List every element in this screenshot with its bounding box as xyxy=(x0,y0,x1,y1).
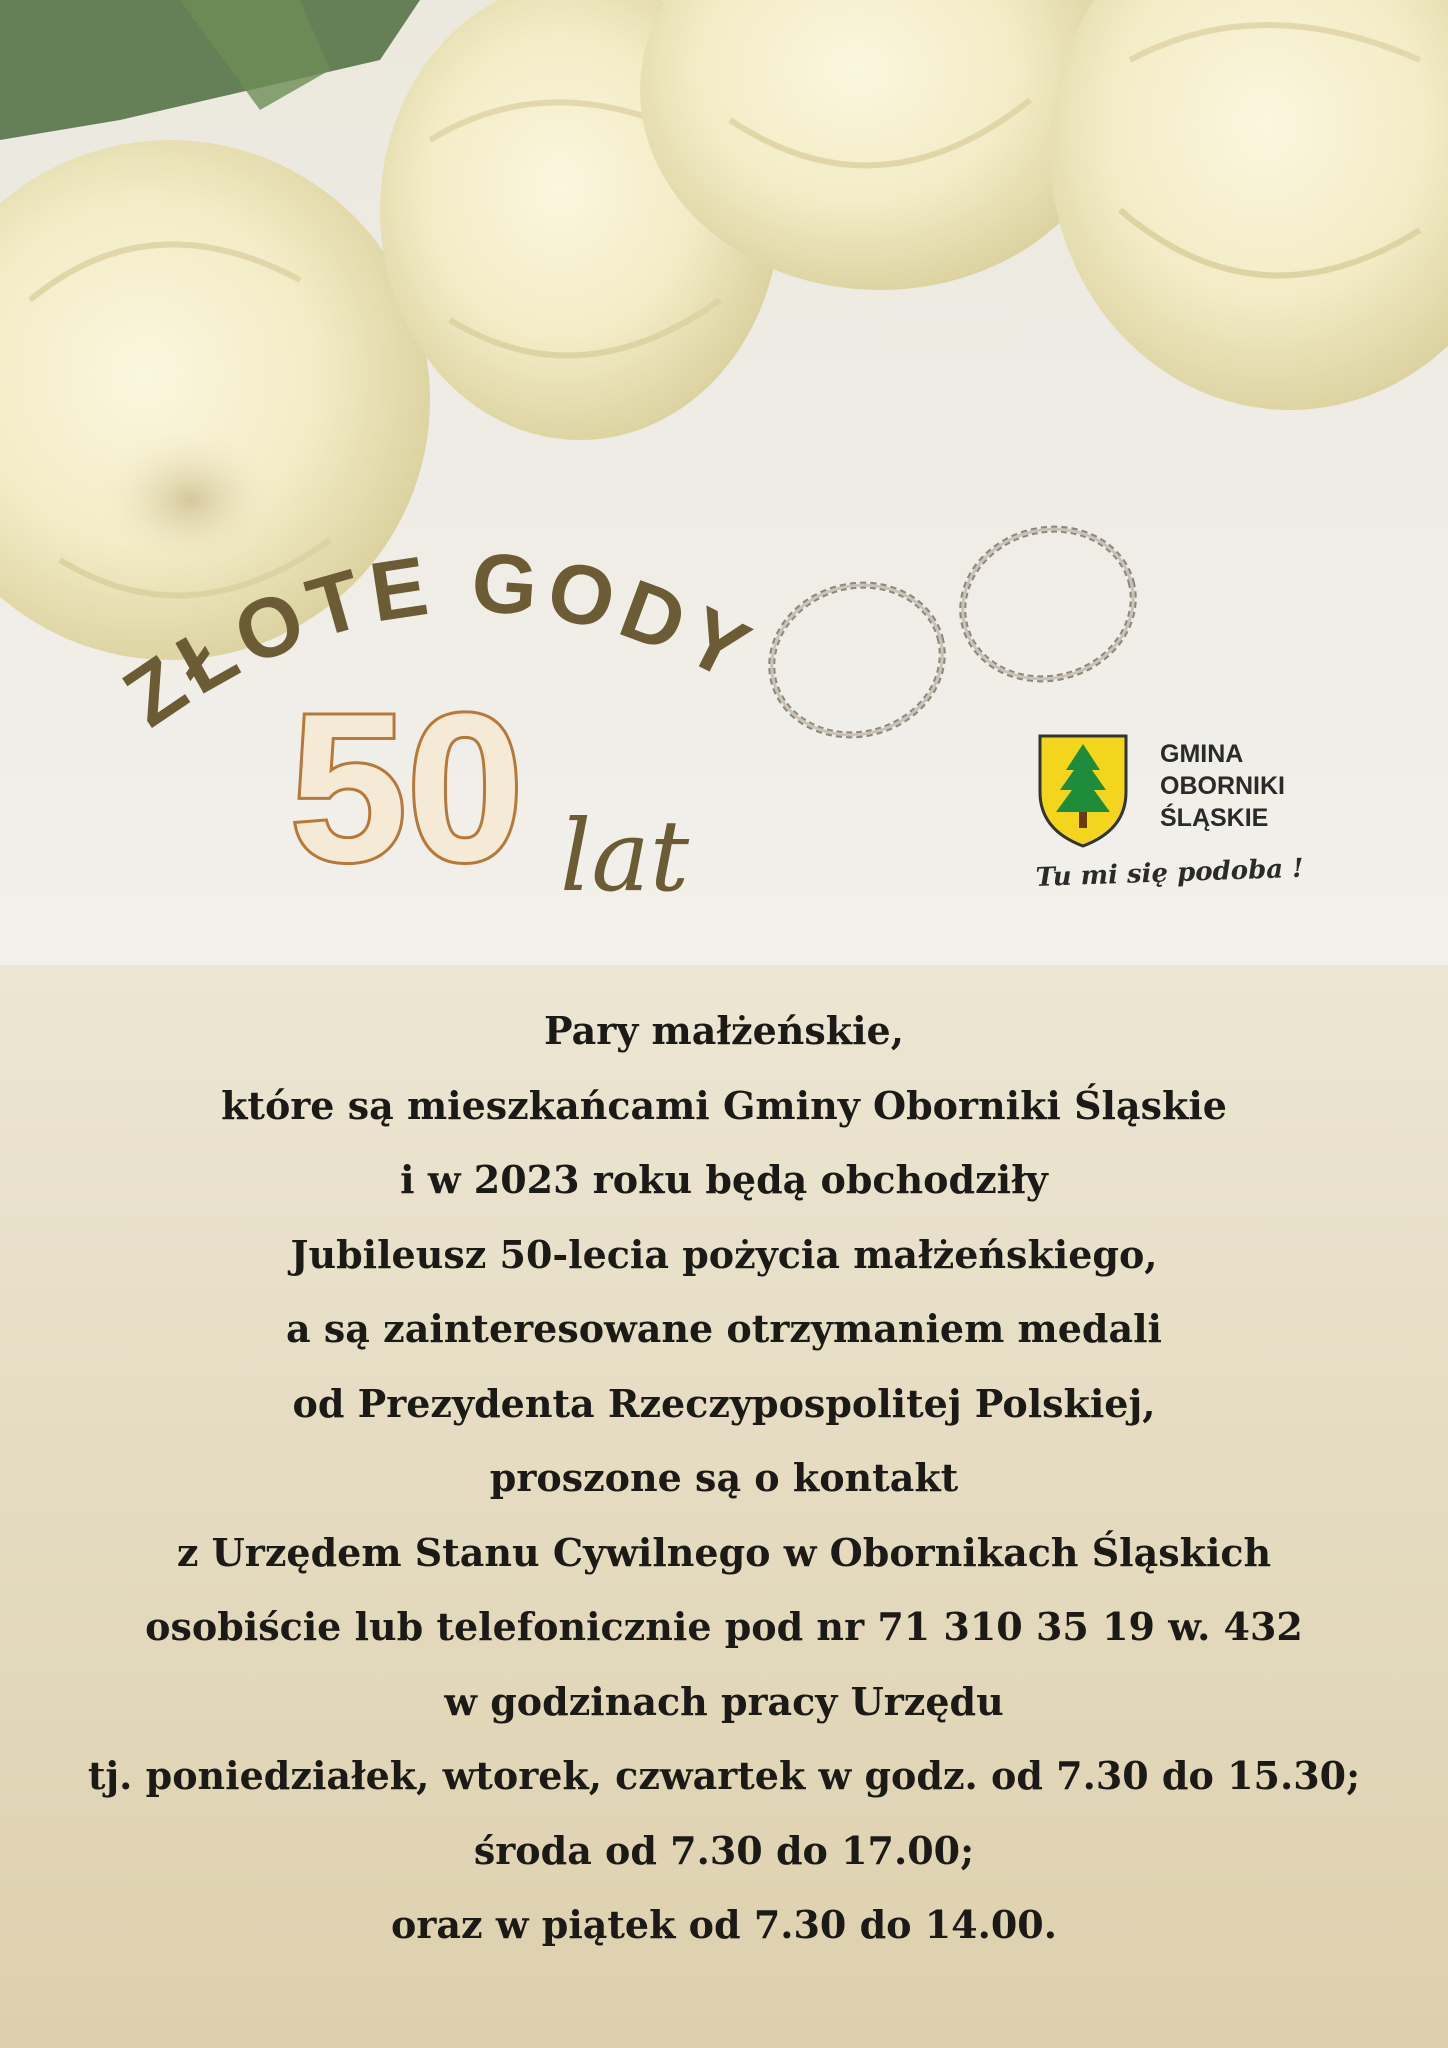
body-line: Jubileusz 50-lecia pożycia małżeńskiego, xyxy=(290,1231,1158,1277)
body-line: proszone są o kontakt xyxy=(489,1455,959,1500)
body-line: a są zainteresowane otrzymaniem medali xyxy=(286,1306,1162,1351)
coat-of-arms-icon xyxy=(1040,736,1126,846)
logo-line-3: ŚLĄSKIE xyxy=(1160,804,1269,832)
body-line-hours: środa od 7.30 do 17.00; xyxy=(473,1827,975,1873)
logo-line-1: GMINA xyxy=(1160,740,1244,768)
body-line-hours: tj. poniedziałek, wtorek, czwartek w godz. od 7.30 do 15.30; xyxy=(87,1753,1361,1798)
logo-slogan: Tu mi się podoba ! xyxy=(1036,853,1305,893)
body-line: od Prezydenta Rzeczypospolitej Polskiej, xyxy=(292,1380,1156,1426)
body-line-hours: oraz w piątek od 7.30 do 14.00. xyxy=(391,1902,1057,1947)
announcement-text xyxy=(40,994,1408,1963)
jubilee-number: 50 xyxy=(290,670,524,905)
jubilee-suffix: lat xyxy=(560,800,690,914)
title-text: ZŁOTE GODY xyxy=(107,534,771,745)
body-line: które są mieszkańcami Gminy Oborniki Śląskie xyxy=(221,1082,1227,1128)
body-line: i w 2023 roku będą obchodziły xyxy=(400,1157,1048,1202)
body-line: z Urzędem Stanu Cywilnego w Obornikach Śląskich xyxy=(176,1529,1272,1575)
body-line: w godzinach pracy Urzędu xyxy=(444,1678,1004,1724)
body-line: Pary małżeńskie, xyxy=(544,1008,904,1053)
logo-line-2: OBORNIKI xyxy=(1160,772,1285,800)
body-line-phone: osobiście lub telefonicznie pod nr 71 310 35 19 w. 432 xyxy=(145,1604,1303,1649)
gmina-logo xyxy=(1036,734,1376,894)
